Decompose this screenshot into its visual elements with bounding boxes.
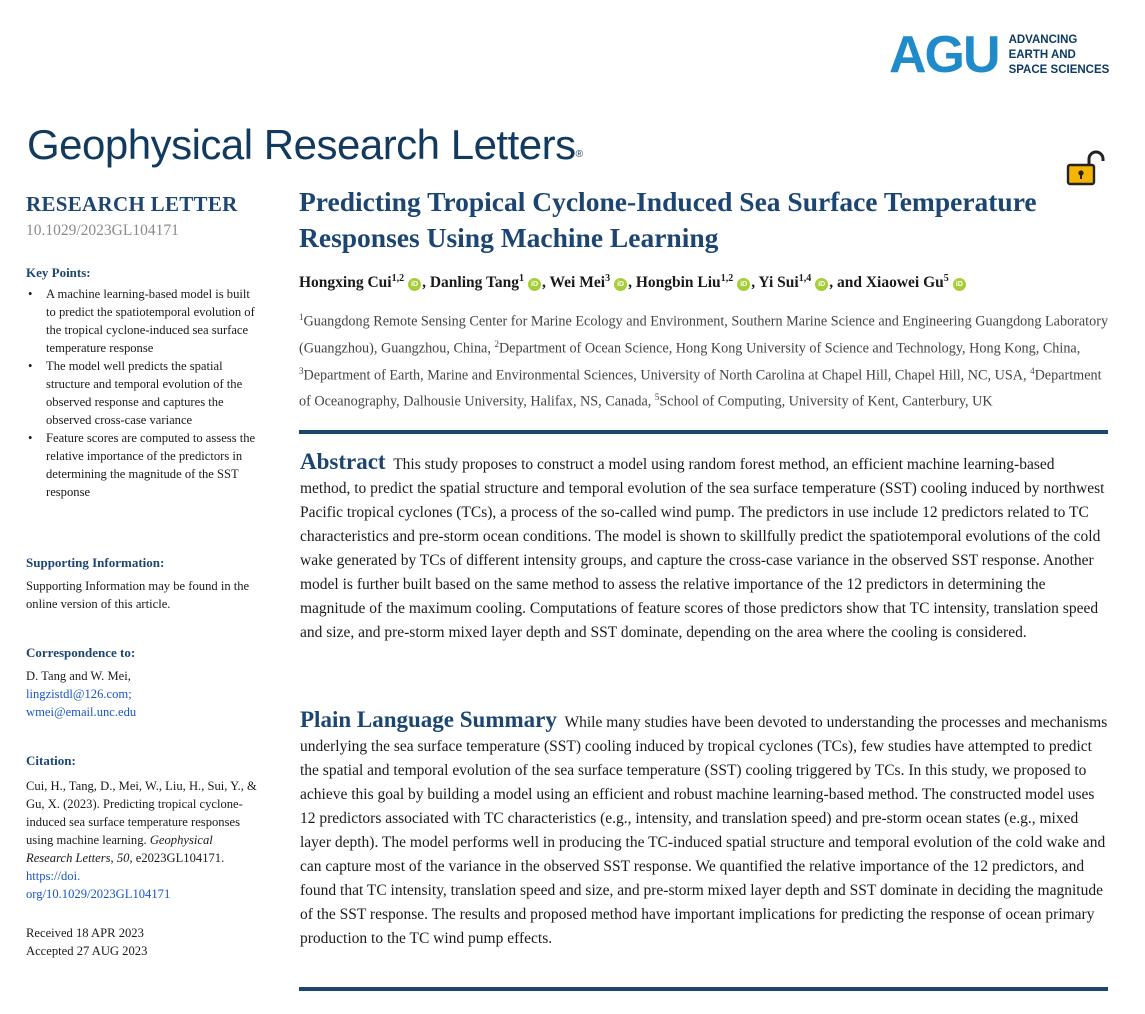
correspondence-block — [26, 667, 266, 721]
author-list — [299, 268, 1111, 294]
key-point: • The model well predicts the spatial structure and temporal evolution of the observed response and captures the observed cross-case variance — [26, 357, 262, 429]
correspondence-names: D. Tang and W. Mei, — [26, 669, 131, 683]
abstract-section — [300, 450, 1108, 645]
article-title: Predicting Tropical Cyclone-Induced Sea Surface Temperature Responses Using Machine Learning — [299, 186, 1037, 253]
supporting-info-heading: Supporting Information: — [26, 555, 165, 570]
author-affiliation-marker: 1,4 — [798, 273, 812, 284]
orcid-icon[interactable]: iD — [614, 278, 627, 291]
affiliation-number: 5 — [654, 392, 660, 403]
citation-body: Cui, H., Tang, D., Mei, W., Liu, H., Sui, Y., & Gu, X. (2023). Predicting tropical cyclone-induced sea surface temperature responses using machine learning. — [26, 779, 257, 847]
author-affiliation-marker: 1,2 — [720, 273, 734, 284]
key-points-list — [26, 285, 262, 501]
author-separator: , and — [829, 274, 866, 292]
author-separator: , — [542, 274, 550, 292]
affiliation-number: 3 — [299, 365, 304, 376]
author-separator: , — [422, 274, 430, 292]
key-point: • A machine learning-based model is built to predict the spatiotemporal evolution of the tropical cyclone-induced sea surface temperature response — [26, 285, 262, 357]
author-affiliation-marker: 5 — [943, 273, 949, 284]
affiliation-text: Department of Earth, Marine and Environmental Sciences, University of North Carolina at Chapel Hill, Chapel Hill, NC, USA, — [303, 367, 1031, 384]
received-date: Received 18 APR 2023 — [26, 926, 144, 940]
agu-tagline-line-2: EARTH AND — [1008, 48, 1076, 61]
citation-doi-link[interactable]: org/10.1029/2023GL104171 — [26, 887, 171, 901]
key-points-heading: Key Points: — [26, 265, 91, 280]
sidebar — [26, 190, 271, 958]
correspondence-heading: Correspondence to: — [26, 645, 136, 660]
agu-tagline-line-1: ADVANCING — [1008, 33, 1078, 46]
author-affiliation-marker: 1 — [519, 273, 525, 284]
journal-name — [27, 120, 583, 170]
article-header — [299, 184, 1111, 413]
orcid-icon[interactable]: iD — [737, 278, 750, 291]
orcid-icon[interactable]: iD — [408, 278, 421, 291]
section-divider — [299, 987, 1108, 991]
open-access-lock-icon — [1065, 150, 1109, 186]
author-separator: , — [628, 274, 636, 292]
abstract-heading: Abstract — [300, 449, 386, 474]
abstract-text: This study proposes to construct a model using random forest method, an efficient machine learning-based method, to predict the spatial structure and temporal evolution of the sea surface temperature (SST) cooling induced by northwest Pacific tropical cyclones (TCs), a process of the so-called wind pump. The predictors in use include 12 predictors related to TC characteristics and pre-storm ocean conditions. The model is shown to skillfully predict the spatiotemporal evolutions of the cold wake generated by TCs of different intensity groups, and capture the cross-case variance in the observed SST response. Another model is further built based on the same method to assess the relative importance of the 12 predictors in determining the magnitude of the maximum cooling. Computations of feature scores of those predictors show that TC intensity, translation speed and size, and pre-storm mixed layer depth and SST dominate, depending on the area where the cooling is considered. — [300, 456, 1105, 641]
citation-separator: , — [110, 851, 114, 865]
key-point: • Feature scores are computed to assess the relative importance of the predictors in determining the magnitude of the SST response — [26, 429, 262, 501]
affiliation-text: School of Computing, University of Kent, Canterbury, UK — [659, 394, 993, 411]
plain-language-summary-text: While many studies have been devoted to understanding the processes and mechanisms underlying the sea surface temperature (SST) cooling induced by tropical cyclones (TCs), few studies have attempted to predict the spatial and temporal evolution of the sea surface temperature (SST) cooling triggered by TCs. In this study, we proposed to achieve this goal by building a model using an efficient and robust machine learning-based method. The constructed model uses 12 predictors associated with TC characteristics (e.g., intensity, and translation speed) and pre-storm ocean states (e.g., mixed layer depth). The model performs well in producing the TC-induced spatial structure and temporal evolution of the cold wake and can capture most of the variance in the observed SST response. We quantified the relative importance of the 12 predictors, and found that TC intensity, translation speed and size, and pre-storm mixed layer depth and SST dominate in deciding the magnitude of the SST response. The results and proposed method have important implications for predicting the response of ocean primary production to the TC wind pump effects. — [300, 714, 1108, 947]
citation-article-number: , e2023GL104171. — [129, 851, 225, 865]
correspondence-email-link[interactable]: lingzistdl@126.com; — [26, 687, 132, 701]
agu-logo-mark: AGU — [889, 26, 999, 84]
citation-volume: 50 — [116, 851, 130, 865]
author-name: Danling Tang — [429, 274, 520, 292]
author-name: Hongxing Cui — [299, 274, 392, 292]
publication-dates — [26, 924, 147, 960]
section-divider — [299, 430, 1108, 434]
agu-tagline — [1009, 33, 1110, 78]
author-name: Hongbin Liu — [635, 274, 721, 292]
author-separator: , — [751, 274, 759, 292]
affiliation-text: Department of Oceanography, Dalhousie University, Halifax, NS, Canada, — [299, 367, 1102, 411]
citation-journal: Geophysical Research Letters — [26, 833, 213, 865]
affiliation-text: Department of Ocean Science, Hong Kong University of Science and Technology, Hong Kong, China, — [498, 340, 1081, 357]
registered-mark: ® — [575, 149, 583, 160]
orcid-icon[interactable]: iD — [528, 278, 541, 291]
orcid-icon[interactable]: iD — [815, 278, 828, 291]
author-name: Xiaowei Gu — [865, 274, 944, 292]
correspondence-email-link[interactable]: wmei@email.unc.edu — [26, 705, 137, 719]
affiliations — [299, 306, 1111, 413]
article-type: RESEARCH LETTER — [26, 192, 238, 216]
plain-language-summary-section — [300, 708, 1108, 951]
author-name: Wei Mei — [549, 274, 606, 292]
citation-heading: Citation: — [26, 753, 76, 768]
affiliation-number: 1 — [299, 312, 304, 323]
author-affiliation-marker: 3 — [605, 273, 611, 284]
plain-language-summary-heading: Plain Language Summary — [300, 707, 557, 732]
agu-tagline-line-3: SPACE SCIENCES — [1008, 63, 1110, 76]
affiliation-number: 2 — [494, 338, 499, 349]
affiliation-text: Guangdong Remote Sensing Center for Marine Ecology and Environment, Southern Marine Science and Engineering Guangdong Laboratory (Guangzhou), Guangzhou, China, — [299, 313, 1109, 357]
citation-doi-link[interactable]: https://doi. — [26, 869, 81, 883]
citation-text — [26, 777, 262, 903]
agu-logo — [889, 26, 1110, 84]
accepted-date: Accepted 27 AUG 2023 — [26, 944, 148, 958]
supporting-info-text: Supporting Information may be found in the online version of this article. — [26, 579, 250, 611]
author-name: Yi Sui — [758, 274, 799, 292]
journal-title: Geophysical Research Letters — [27, 121, 576, 168]
author-affiliation-marker: 1,2 — [391, 273, 405, 284]
orcid-icon[interactable]: iD — [953, 278, 966, 291]
affiliation-number: 4 — [1030, 365, 1035, 376]
article-doi: 10.1029/2023GL104171 — [26, 222, 179, 239]
